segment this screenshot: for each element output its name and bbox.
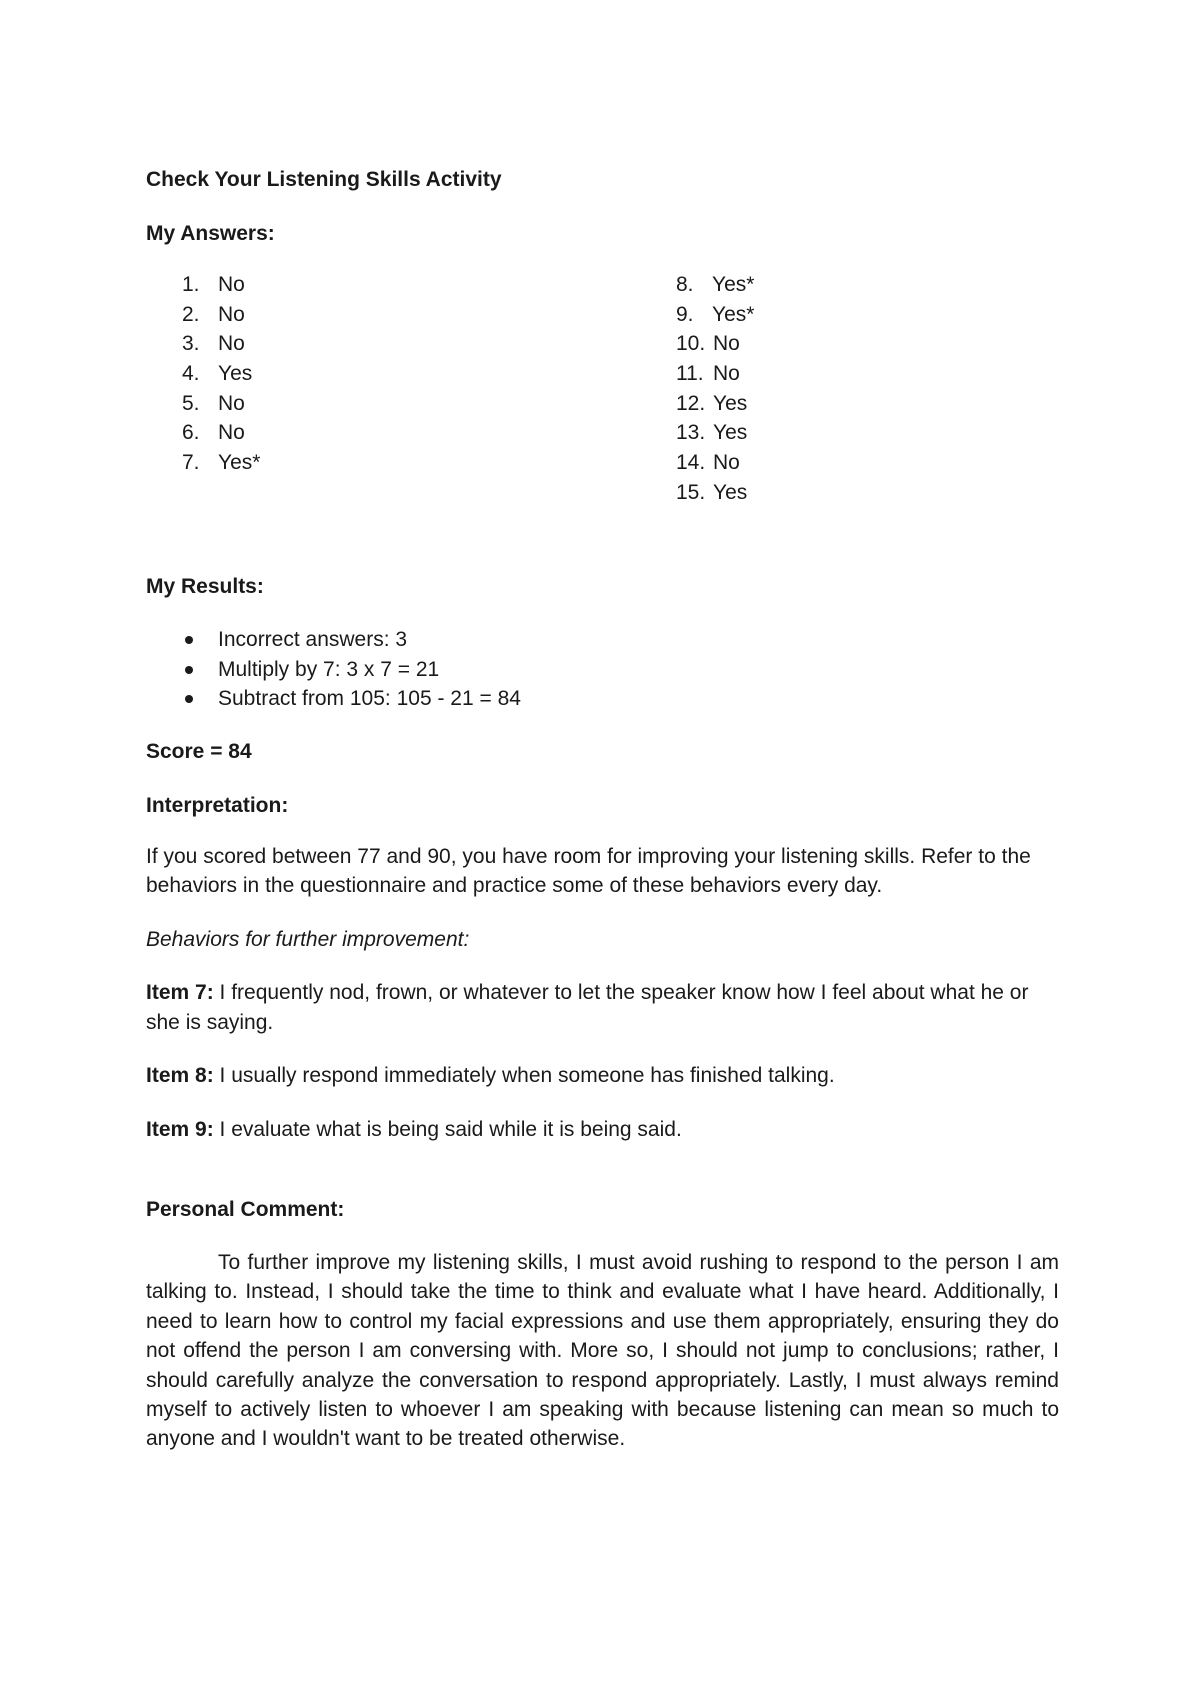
answer-value: No (218, 421, 245, 445)
answer-value: Yes (713, 391, 748, 415)
behavior-item-text: I frequently nod, frown, or whatever to let the speaker know how I feel about what he or she is saying. (146, 981, 1029, 1034)
document-page (146, 168, 1059, 1454)
answer-number: 15. (676, 480, 706, 504)
answer-value: Yes (713, 421, 748, 445)
answer-number: 2. (182, 302, 200, 326)
answers-list (146, 270, 1059, 505)
answer-number: 10. (676, 332, 706, 356)
answer-number: 1. (182, 273, 200, 296)
answer-number: 14. (676, 451, 706, 475)
result-text: Incorrect answers: 3 (218, 628, 408, 651)
answer-item (676, 270, 754, 300)
behavior-item (146, 978, 1059, 1037)
answer-value: Yes (218, 362, 253, 386)
answer-item (182, 418, 260, 448)
bullet-icon (185, 636, 193, 644)
answer-number: 7. (182, 451, 200, 475)
result-text: Subtract from 105: 105 - 21 = 84 (218, 687, 521, 710)
answer-number: 4. (182, 362, 200, 386)
answer-item (182, 270, 260, 300)
answer-item (182, 359, 260, 389)
behavior-item-text: I usually respond immediately when someone has finished talking. (213, 1064, 835, 1087)
behavior-item-label: Item 7: (146, 981, 214, 1004)
behavior-item-label: Item 9: (146, 1117, 214, 1141)
answer-number: 12. (676, 391, 706, 415)
answer-item (182, 329, 260, 359)
answer-value: No (218, 273, 245, 296)
answer-value: No (218, 332, 245, 356)
answer-item (676, 300, 754, 330)
answer-number: 6. (182, 421, 200, 445)
answer-value: Yes* (218, 451, 261, 475)
answer-item (676, 478, 754, 508)
answer-value: Yes* (712, 302, 755, 326)
result-item (146, 655, 1059, 685)
result-item (146, 684, 1059, 714)
answer-value: No (218, 391, 245, 415)
answer-item (182, 448, 260, 478)
comment-text: To further improve my listening skills, I must avoid rushing to respond to the person I am talking to. Instead, I should take the time to think and evaluate what I have heard. Additionally, I need to learn how to control my facial expressions and use them appropriately, ensuring they do not offend the person I am conversing with. More so, I should not jump to conclusions; rather, I should carefully analyze the conversation to respond appropriately. Lastly, I must always remind myself to actively listen to whoever I am speaking with because listening can mean so much to anyone and I wouldn't want to be treated otherwise. (146, 1251, 1059, 1451)
comment-heading: Personal Comment: (146, 1198, 345, 1221)
bullet-icon (185, 695, 193, 703)
results-heading: My Results: (146, 575, 264, 598)
answers-column-right (676, 270, 754, 508)
answer-item (676, 418, 754, 448)
answer-item (676, 389, 754, 419)
interpretation-text: If you scored between 77 and 90, you have room for improving your listening skills. Refer to the behaviors in the questionnaire and practice some of these behaviors every day. (146, 844, 1031, 897)
answer-value: Yes* (712, 273, 755, 296)
document-title: Check Your Listening Skills Activity (146, 168, 502, 191)
behavior-item (146, 1115, 1059, 1145)
answer-item (182, 389, 260, 419)
answers-heading: My Answers: (146, 222, 275, 245)
answer-item (676, 329, 754, 359)
behavior-item-text: I evaluate what is being said while it is being said. (213, 1117, 682, 1141)
results-list (146, 625, 1059, 714)
answers-column-left (182, 270, 260, 478)
answer-item (676, 359, 754, 389)
answer-number: 5. (182, 391, 200, 415)
answer-number: 9. (676, 302, 694, 326)
answer-value: No (713, 451, 740, 475)
behavior-item (146, 1061, 1059, 1091)
answer-value: No (713, 362, 740, 386)
answer-value: No (218, 302, 245, 326)
answer-number: 3. (182, 332, 200, 356)
behavior-item-label: Item 8: (146, 1064, 214, 1087)
answer-number: 11. (676, 362, 704, 386)
interpretation-heading: Interpretation: (146, 793, 289, 817)
answer-number: 13. (676, 421, 706, 445)
behaviors-label: Behaviors for further improvement: (146, 927, 470, 951)
answer-item (182, 300, 260, 330)
bullet-icon (185, 666, 193, 674)
answer-number: 8. (676, 273, 694, 296)
answer-item (676, 448, 754, 478)
score-line: Score = 84 (146, 739, 252, 763)
answer-value: Yes (713, 480, 748, 504)
result-item (146, 625, 1059, 655)
result-text: Multiply by 7: 3 x 7 = 21 (218, 657, 440, 681)
answer-value: No (713, 332, 740, 356)
